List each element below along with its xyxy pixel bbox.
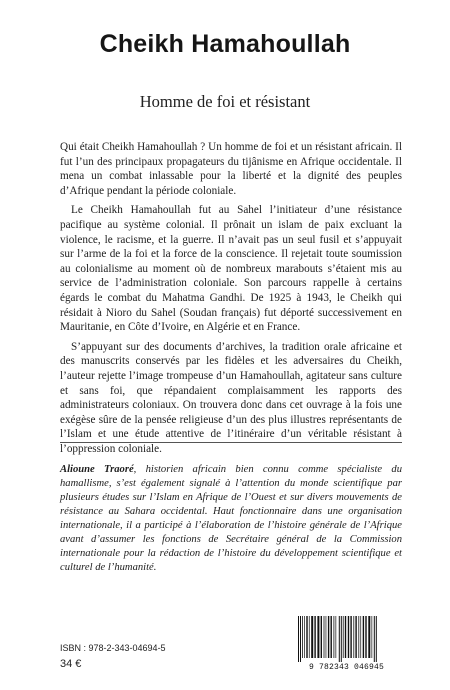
barcode-bars — [289, 614, 404, 664]
barcode-bar — [348, 616, 349, 658]
barcode-bar — [334, 616, 335, 658]
barcode-bar — [309, 616, 310, 658]
barcode-bar — [350, 616, 351, 658]
barcode-bar — [372, 616, 373, 658]
summary-paragraph-1: Qui était Cheikh Hamahoullah ? Un homme de foi et un résistant africain. Il fut l’un des principaux propagateurs du tijânisme en Afrique occidentale. Il mena un combat inlassable pour la liberté et la dignité des peuples d’Afrique pendant la période coloniale. — [60, 141, 402, 197]
barcode-bar — [374, 616, 375, 662]
barcode-number: 9 782343 046945 — [308, 663, 384, 672]
barcode-bar — [345, 616, 346, 658]
barcode-bar — [331, 616, 332, 658]
barcode-bar — [358, 616, 359, 658]
divider — [60, 442, 402, 443]
barcode-bar — [353, 616, 354, 658]
barcode-bar — [302, 616, 303, 658]
barcode-bar — [328, 616, 329, 658]
barcode-bar — [326, 616, 327, 658]
barcode-bar — [298, 616, 299, 662]
barcode-bar — [355, 616, 356, 658]
barcode-bar — [304, 616, 305, 658]
price: 34 € — [60, 658, 82, 670]
barcode-bar — [341, 616, 342, 662]
barcode-bar — [321, 616, 322, 658]
barcode-bar — [306, 616, 307, 658]
barcode-bar — [324, 616, 325, 658]
barcode-bar — [314, 616, 315, 658]
barcode-bar — [300, 616, 301, 662]
isbn-price-block — [60, 642, 166, 670]
summary-paragraph-3: S’appuyant sur des documents d’archives, la tradition orale africaine et des manuscrits conservés par les fidèles et les adversaires du Cheikh, l’auteur rejette l’image trompeuse d’un Hamahoullah, agitateur sans culture et sans foi, que répandaient complaisamment les rapports des administrateurs coloniaux. On trouvera donc dans cet ouvrage à la fois une exégèse sûre de la pensée religieuse d’un des plus illustres représentants de l’Islam et une étude attentive de l’itinéraire d’un véritable résistant à l’oppression coloniale. — [60, 340, 402, 455]
author-bio-text: , historien africain bien connu comme spécialiste du hamallisme, s’est également signalé à l’attention du monde scientifique par plusieurs études sur l’Islam en Afrique de l’Ouest et sur divers mouvements de résistance au Sahara occidental. Haut fonctionnaire dans une organisation internationale, il a participé à l’élaboration de l’histoire générale de l’Afrique avant d’assumer les fonctions de Secrétaire général de la Commission internationale pour la rédaction de l’histoire du développement scientifique et culturel de l’humanité. — [60, 464, 402, 573]
barcode-bar — [339, 616, 340, 662]
summary-paragraph-2: Le Cheikh Hamahoullah fut au Sahel l’initiateur d’une résistance pacifique au système colonial. Il prônait un islam de paix excluant la violence, le racisme, et la guerre. Il n’avait pas un seul fusil et s’appuyait sur l’arme de la foi et la force de la conscience. Il rejetait toute soumission au colonialisme au moment où de nombreux marabouts s’étaient mis au service de l’administration coloniale. Son parcours rappelle à certains égards le combat du Mahatma Gandhi. De 1925 à 1943, le Cheikh qui résidait à Nioro du Sahel (Soudan français) fut déporté successivement en Mauritanie, en Côte d’Ivoire, en Algérie et en France. — [60, 204, 402, 334]
barcode-bar — [368, 616, 370, 658]
book-subtitle: Homme de foi et résistant — [139, 92, 311, 111]
barcode-bar — [363, 616, 364, 658]
barcode-bar — [360, 616, 361, 658]
book-title: Cheikh Hamahoullah — [99, 30, 351, 58]
barcode-bar — [317, 616, 319, 658]
author-name: Alioune Traoré — [60, 464, 134, 475]
barcode-bar — [343, 616, 344, 658]
barcode-bar — [376, 616, 377, 662]
barcode — [289, 614, 404, 674]
barcode-bar — [336, 616, 337, 658]
barcode-bar — [365, 616, 366, 658]
isbn: ISBN : 978-2-343-04694-5 — [60, 643, 166, 653]
author-bio — [60, 463, 402, 575]
barcode-bar — [311, 616, 313, 658]
summary-text — [60, 140, 402, 461]
